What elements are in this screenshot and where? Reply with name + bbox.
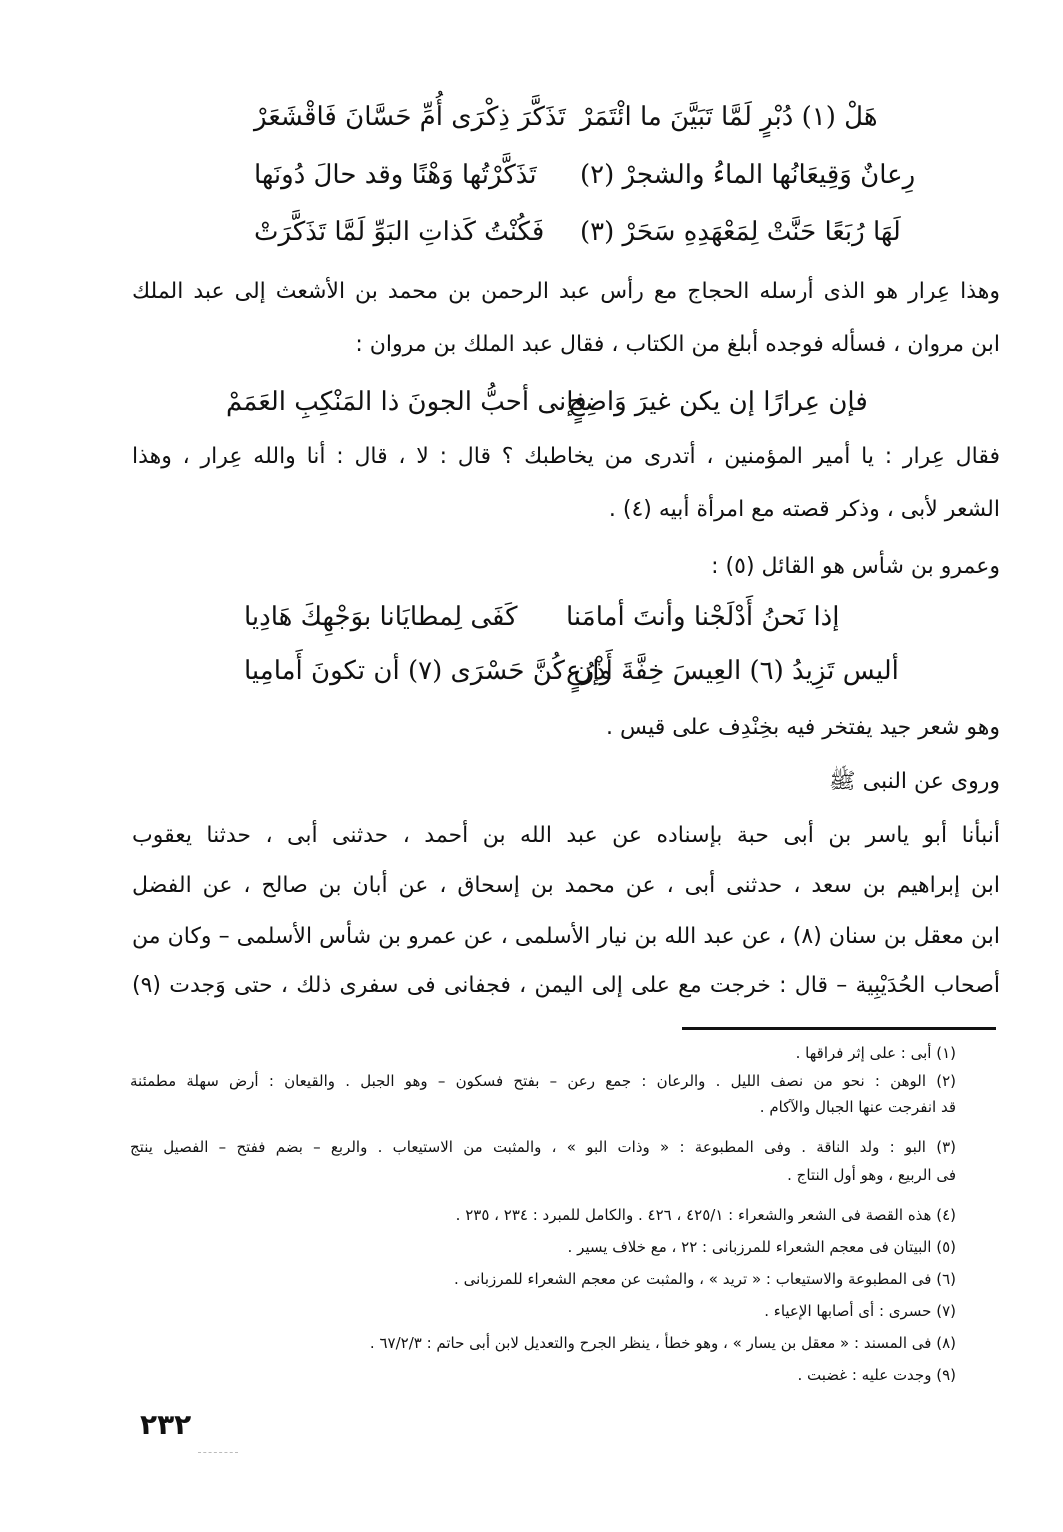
footnote: (٢) الوهن : نحو من نصف الليل . والرعان : جمع رعن – بفتح فسكون – وهو الجبل . والقيعان : أرض سهلة مطمئنة bbox=[130, 1072, 956, 1090]
paragraph-line: فقال عِرار : يا أمير المؤمنين ، أتدرى من يخاطبك ؟ قال : لا ، قال : أنا والله عِرار ، وهذا bbox=[132, 444, 1000, 469]
verse-4-left-hemistich: كَفَى لِمطايَانا بوَجْهِكَ هَادِيا bbox=[244, 602, 518, 632]
verse-1-left-hemistich: تَذَكَّرَ ذِكْرَى أُمِّ حَسَّانَ فَاقْشَعَرْ bbox=[254, 102, 566, 132]
paragraph-line: وعمرو بن شأس هو القائل (٥) : bbox=[711, 554, 1000, 579]
footnote: (١) أبى : على إثر فراقها . bbox=[795, 1044, 956, 1062]
verse-2-left-hemistich: تَذَكَّرْتُها وَهْنًا وقد حالَ دُونَها bbox=[254, 160, 537, 190]
verse-2-right-hemistich: رِعانٌ وَقِيعَانُها الماءُ والشجرْ (٢) bbox=[580, 160, 916, 190]
footnote: قد انفرجت عنها الجبال والآكام . bbox=[759, 1098, 956, 1116]
footnote: (٣) البو : ولد الناقة . وفى المطبوعة : « وذات البو » ، والمثبت من الاستيعاب . والربع – بضم ففتح – الفصيل ينتج bbox=[130, 1138, 956, 1156]
verse-3-right-hemistich: لَهَا رُبَعًا حَنَّتْ لِمَعْهَدِهِ سَحَرْ (٣) bbox=[580, 217, 901, 247]
verse-single-left-hemistich: فإنى أحبُّ الجونَ ذا المَنْكِبِ العَمَمْ bbox=[226, 387, 587, 417]
verse-5-right-hemistich: أليس تَزِيدُ (٦) العِيسَ خِفَّةَ أَذْرُعٍ bbox=[566, 656, 899, 686]
footnote: فى الربيع ، وهو أول النتاج . bbox=[787, 1166, 956, 1184]
paragraph-line: أصحاب الحُدَيْبِية – قال : خرجت مع على إلى اليمن ، فجفانى فى سفرى ذلك ، حتى وَجدت (٩) bbox=[132, 973, 1000, 998]
paragraph-line: الشعر لأبى ، وذكر قصته مع امرأة أبيه (٤) . bbox=[608, 497, 1000, 522]
footnote: (٧) حسرى : أى أصابها الإعياء . bbox=[764, 1302, 956, 1320]
paragraph-line: أنبأنا أبو ياسر بن أبى حبة بإسناده عن عبد الله بن أحمد ، حدثنى أبى ، حدثنا يعقوب bbox=[132, 823, 1000, 848]
paragraph-line: وهو شعر جيد يفتخر فيه بخِنْدِف على قيس . bbox=[606, 715, 1000, 740]
paragraph-line: وروى عن النبى ﷺ bbox=[829, 769, 1000, 794]
scan-artifact bbox=[198, 1452, 238, 1454]
paragraph-line: ابن إبراهيم بن سعد ، حدثنى أبى ، عن محمد بن إسحاق ، عن أبان بن صالح ، عن الفضل bbox=[132, 873, 1000, 898]
verse-5-left-hemistich: وإن كُنَّ حَسْرَى (٧) أن تكونَ أَمامِيا bbox=[244, 656, 613, 686]
paragraph-line: وهذا عِرار هو الذى أرسله الحجاج مع رأس عبد الرحمن بن محمد بن الأشعث إلى عبد الملك bbox=[132, 279, 1000, 304]
footnote: (٩) وجدت عليه : غضبت . bbox=[797, 1366, 956, 1384]
verse-single-right-hemistich: فإن عِرارًا إن يكن غيرَ وَاضِحٍ bbox=[568, 387, 868, 417]
verse-1-right-hemistich: هَلْ (١) دُبْرٍ لَمَّا تَبَيَّنَ ما ائْتَمَرْ bbox=[580, 102, 878, 132]
footnote: (٤) هذه القصة فى الشعر والشعراء : ٤٢٥/١ ، ٤٢٦ . والكامل للمبرد : ٢٣٤ ، ٢٣٥ . bbox=[455, 1206, 956, 1224]
footnote: (٦) فى المطبوعة والاستيعاب : « تريد » ، والمثبت عن معجم الشعراء للمرزبانى . bbox=[454, 1270, 956, 1288]
paragraph-line: ابن معقل بن سنان (٨) ، عن عبد الله بن نيار الأسلمى ، عن عمرو بن شأس الأسلمى – وكان من bbox=[132, 924, 1000, 949]
footnote-separator bbox=[682, 1027, 996, 1030]
footnote: (٨) فى المسند : « معقل بن يسار » ، وهو خطأ ، ينظر الجرح والتعديل لابن أبى حاتم : ٦٧/٢/٣ . bbox=[369, 1334, 956, 1352]
verse-3-left-hemistich: فَكُنْتُ كَذاتِ البَوِّ لَمَّا تَذَكَّرَتْ bbox=[254, 217, 545, 247]
paragraph-line: ابن مروان ، فسأله فوجده أبلغ من الكتاب ، فقال عبد الملك بن مروان : bbox=[355, 332, 1000, 357]
footnote: (٥) البيتان فى معجم الشعراء للمرزبانى : ٢٢ ، مع خلاف يسير . bbox=[567, 1238, 956, 1256]
verse-4-right-hemistich: إذا نَحنُ أَدْلَجْنا وأنتَ أمامَنا bbox=[566, 602, 840, 632]
page-number: ٢٣٢ bbox=[140, 1408, 192, 1441]
